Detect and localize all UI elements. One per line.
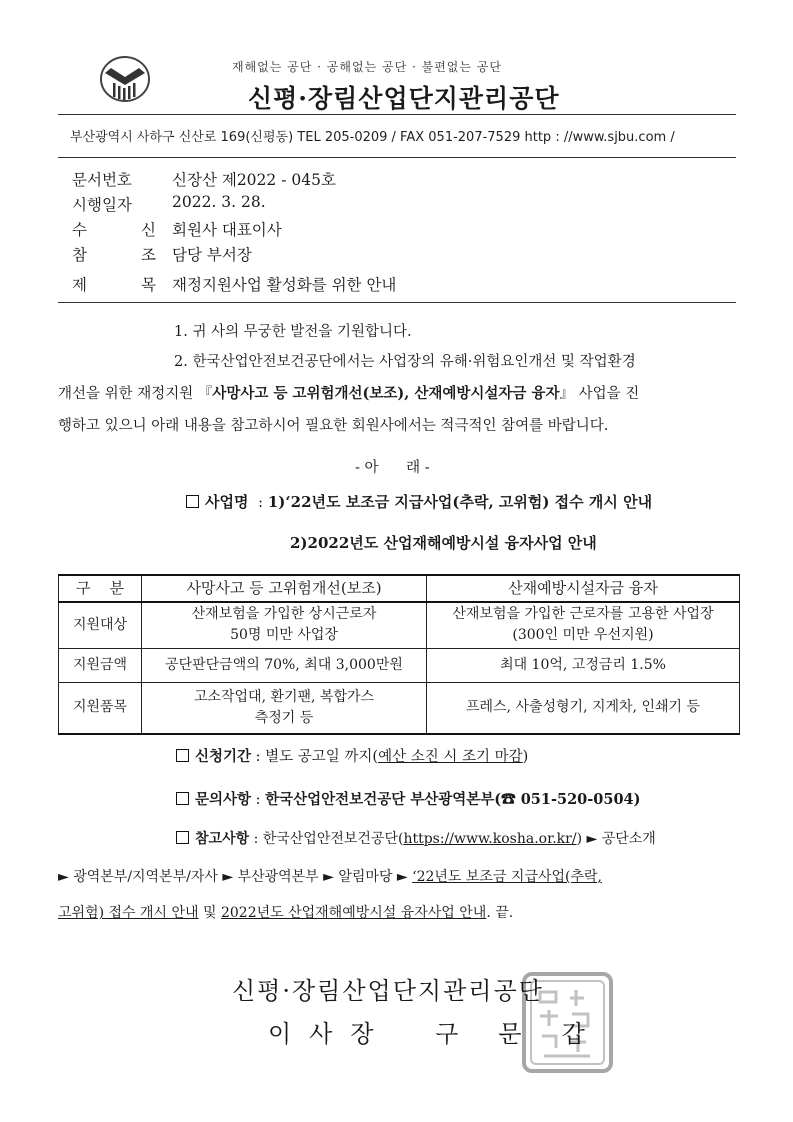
business-item-2: 2)2022년도 산업재해예방시설 융자사업 안내 bbox=[290, 534, 597, 552]
table-cell: 공단판단금액의 70%, 최대 3,000만원 bbox=[142, 648, 427, 682]
checkbox-icon bbox=[176, 831, 189, 844]
table-header-category: 구 분 bbox=[59, 575, 142, 602]
business-item-1: 사업명 : 1)‘22년도 보조금 지급사업(추락, 고위험) 접수 개시 안내 bbox=[186, 491, 652, 512]
checkbox-icon bbox=[176, 792, 189, 805]
to-label: 수 신 bbox=[72, 221, 156, 239]
date: 2022. 3. 28. bbox=[172, 193, 266, 211]
date-label: 시행일자 bbox=[72, 196, 132, 214]
reference-line-1: 참고사항 : 한국산업안전보건공단(https://www.kosha.or.kr/) ► 공단소개 bbox=[176, 828, 656, 848]
signature-title: 이사장 bbox=[268, 1020, 392, 1048]
paragraph-2-line-2: 개선을 위한 재정지원 『사망사고 등 고위험개선(보조), 산재예방시설자금 융자』 사업을 진 bbox=[58, 385, 640, 402]
org-title: 신평·장림산업단지관리공단 bbox=[248, 84, 560, 113]
table-cell: 프레스, 사출성형기, 지게차, 인쇄기 등 bbox=[427, 682, 740, 734]
contact-line: 부산광역시 사하구 신산로 169(신평동) TEL 205-0209 / FAX 051-207-7529 http : //www.sjbu.com / bbox=[70, 130, 675, 145]
paragraph-2-line-3: 행하고 있으니 아래 내용을 참고하시어 필요한 회원사에서는 적극적인 참여를 바랍니다. bbox=[58, 418, 609, 434]
paragraph-2-line-1: 2. 한국산업안전보건공단에서는 사업장의 유해·위험요인개선 및 작업환경 bbox=[174, 354, 636, 370]
signature-org: 신평·장림산업단지관리공단 bbox=[232, 977, 544, 1005]
reference: 담당 부서장 bbox=[172, 246, 252, 264]
checkbox-icon bbox=[186, 495, 199, 508]
doc-no: 신장산 제2022 - 045호 bbox=[172, 171, 336, 189]
table-header-loan: 산재예방시설자금 융자 bbox=[427, 575, 740, 602]
table-row bbox=[59, 682, 740, 734]
support-table bbox=[58, 574, 740, 735]
doc-no-label: 문서번호 bbox=[72, 171, 132, 189]
meta-divider bbox=[58, 302, 736, 303]
checkbox-icon bbox=[176, 749, 189, 762]
table-cell: 산재보험을 가입한 근로자를 고용한 사업장 (300인 미만 우선지원) bbox=[427, 602, 740, 648]
kosha-link[interactable]: https://www.kosha.or.kr/ bbox=[403, 831, 577, 847]
table-header-subsidy: 사망사고 등 고위험개선(보조) bbox=[142, 575, 427, 602]
org-logo bbox=[99, 55, 151, 103]
slogan: 재해없는 공단 · 공해없는 공단 · 불편없는 공단 bbox=[232, 60, 502, 74]
table-row bbox=[59, 648, 740, 682]
subject-label: 제 목 bbox=[72, 276, 156, 294]
table-cell: 고소작업대, 환기팬, 복합가스 측정기 등 bbox=[142, 682, 427, 734]
signature-line bbox=[268, 1014, 625, 1049]
reference-line-2: ► 광역본부/지역본부/자사 ► 부산광역본부 ► 알림마당 ► ‘22년도 보조금 지급사업(추락, bbox=[58, 869, 602, 885]
table-row bbox=[59, 602, 740, 648]
subject: 재정지원사업 활성화를 위한 안내 bbox=[172, 276, 397, 294]
table-cell: 산재보험을 가입한 상시근로자 50명 미만 사업장 bbox=[142, 602, 427, 648]
table-cell: 최대 10억, 고정금리 1.5% bbox=[427, 648, 740, 682]
signature-name: 구문갑 bbox=[435, 1020, 625, 1048]
row-label: 지원품목 bbox=[59, 682, 142, 734]
apply-period: 신청기간 : 별도 공고일 까지(예산 소진 시 조기 마감) bbox=[176, 745, 528, 766]
recipient: 회원사 대표이사 bbox=[172, 221, 282, 239]
ref-label: 참 조 bbox=[72, 246, 156, 264]
inquiry: 문의사항 : 한국산업안전보건공단 부산광역본부(☎ 051-520-0504) bbox=[176, 788, 641, 809]
contact-divider bbox=[58, 157, 736, 158]
header-divider bbox=[58, 114, 736, 115]
table-header-row bbox=[59, 575, 740, 602]
row-label: 지원대상 bbox=[59, 602, 142, 648]
row-label: 지원금액 bbox=[59, 648, 142, 682]
reference-line-3: 고위험) 접수 개시 안내 및 2022년도 산업재해예방시설 융자사업 안내. 끝. bbox=[58, 905, 514, 921]
below-heading: - 아 래 - bbox=[355, 460, 430, 476]
paragraph-1: 1. 귀 사의 무궁한 발전을 기원합니다. bbox=[174, 324, 412, 340]
